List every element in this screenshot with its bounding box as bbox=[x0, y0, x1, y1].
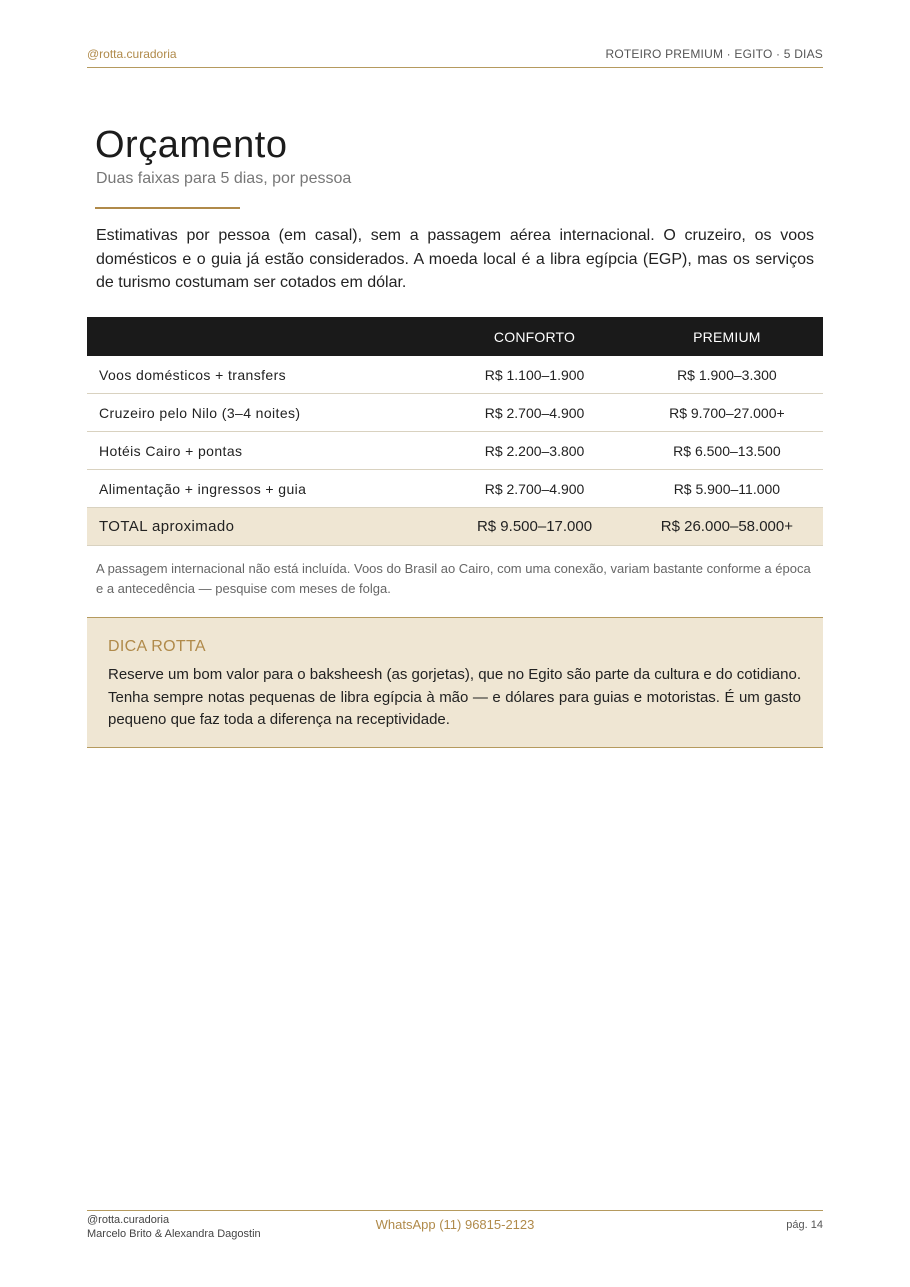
table-row bbox=[87, 470, 823, 508]
footer-authors: Marcelo Brito & Alexandra Dagostin bbox=[87, 1228, 261, 1240]
row-conforto: R$ 1.100–1.900 bbox=[438, 356, 631, 394]
column-header-premium: PREMIUM bbox=[631, 317, 823, 356]
row-conforto: R$ 2.700–4.900 bbox=[438, 470, 631, 508]
column-header-item bbox=[87, 317, 438, 356]
header-handle: @rotta.curadoria bbox=[87, 47, 177, 61]
table-total-row bbox=[87, 508, 823, 546]
header-doc-title: ROTEIRO PREMIUM · EGITO · 5 DIAS bbox=[605, 47, 823, 61]
tip-box bbox=[87, 617, 823, 748]
total-conforto: R$ 9.500–17.000 bbox=[438, 508, 631, 546]
row-premium: R$ 9.700–27.000+ bbox=[631, 394, 823, 432]
footer-whatsapp-link[interactable]: WhatsApp (11) 96815-2123 bbox=[375, 1217, 535, 1232]
row-conforto: R$ 2.200–3.800 bbox=[438, 432, 631, 470]
page-header bbox=[87, 40, 823, 68]
footer-handle: @rotta.curadoria bbox=[87, 1214, 170, 1226]
table-row bbox=[87, 432, 823, 470]
row-item: Hotéis Cairo + pontas bbox=[87, 432, 438, 470]
tip-text: Reserve um bom valor para o baksheesh (as gorjetas), que no Egito são parte da cultura e do cotidiano. Tenha sempre notas pequenas de libra egípcia à mão — e dólares para guias e motoristas. É um gasto pequeno que faz toda a diferença na receptividade. bbox=[108, 666, 801, 728]
page-title: Orçamento bbox=[95, 124, 288, 166]
row-item: Voos domésticos + transfers bbox=[87, 356, 438, 394]
row-premium: R$ 5.900–11.000 bbox=[631, 470, 823, 508]
row-item: Cruzeiro pelo Nilo (3–4 noites) bbox=[87, 394, 438, 432]
row-conforto: R$ 2.700–4.900 bbox=[438, 394, 631, 432]
footer-page-number: pág. 14 bbox=[786, 1219, 823, 1231]
row-premium: R$ 1.900–3.300 bbox=[631, 356, 823, 394]
table-row bbox=[87, 356, 823, 394]
table-row bbox=[87, 394, 823, 432]
table-header-row bbox=[87, 317, 823, 356]
intro-paragraph: Estimativas por pessoa (em casal), sem a passagem aérea internacional. O cruzeiro, os voos domésticos e o guia já estão considerados. A moeda local é a libra egípcia (EGP), mas os serviços de turismo costumam ser cotados em dólar. bbox=[96, 227, 814, 291]
row-premium: R$ 6.500–13.500 bbox=[631, 432, 823, 470]
total-premium: R$ 26.000–58.000+ bbox=[631, 508, 823, 546]
tip-title: DICA ROTTA bbox=[108, 638, 206, 655]
title-underline bbox=[95, 207, 240, 209]
page-footer bbox=[87, 1210, 823, 1251]
page-subtitle: Duas faixas para 5 dias, por pessoa bbox=[96, 170, 352, 187]
total-item: TOTAL aproximado bbox=[87, 508, 438, 546]
budget-table bbox=[87, 317, 823, 546]
column-header-conforto: CONFORTO bbox=[438, 317, 631, 356]
table-note: A passagem internacional não está incluída. Voos do Brasil ao Cairo, com uma conexão, variam bastante conforme a época e a antecedência — pesquise com meses de folga. bbox=[96, 561, 811, 596]
row-item: Alimentação + ingressos + guia bbox=[87, 470, 438, 508]
